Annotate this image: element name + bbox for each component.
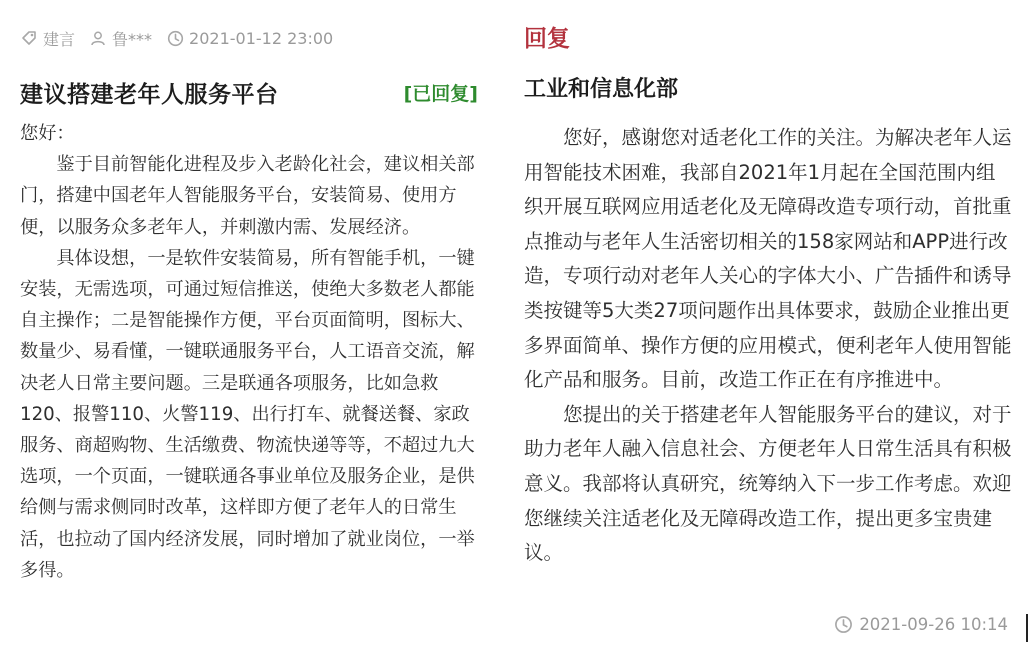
user-icon: [89, 29, 107, 47]
reply-heading: 回复: [524, 26, 570, 52]
reply-paragraph: 您好，感谢您对适老化工作的关注。为解决老年人运用智能技术困难，我部自2021年1月起在全国范围内组织开展互联网应用适老化及无障碍改造专项行动，首批重点推动与老年人生活密切相关的158家网站和APP进行改造，专项行动对老年人关心的字体大小、广告插件和诱导类按键等5大类27项问题作出具体要求，鼓励企业推出更多界面简单、操作方便的应用模式，便利老年人使用智能化产品和服务。目前，改造工作正在有序推进中。: [524, 126, 1012, 392]
question-category[interactable]: 建言: [43, 29, 76, 49]
question-author: 鲁***: [112, 29, 153, 49]
clock-icon: [166, 29, 184, 47]
reply-body: [524, 121, 1014, 571]
question-title: 建议搭建老年人服务平台: [20, 81, 279, 108]
reply-department: 工业和信息化部: [524, 77, 679, 102]
scroll-edge-divider: [1026, 614, 1028, 642]
status-badge: [已回复]: [403, 82, 478, 105]
question-meta: [20, 27, 333, 49]
question-body: [20, 118, 480, 586]
tag-icon: [20, 29, 38, 47]
reply-datetime: 2021-09-26 10:14: [859, 614, 1008, 634]
reply-paragraph: 您提出的关于搭建老年人智能服务平台的建议，对于助力老年人融入信息社会、方便老年人日常生活具有积极意义。我部将认真研究，统筹纳入下一步工作考虑。欢迎您继续关注适老化及无障碍改造工作，提出更多宝贵建议。: [524, 402, 1012, 565]
reply-meta: [833, 612, 1008, 636]
question-greeting: 您好：: [20, 123, 75, 144]
question-paragraph: 具体设想，一是软件安装简易，所有智能手机，一键安装，无需选项，可通过短信推送，使绝大多数老人都能自主操作；二是智能操作方便，平台页面简明，图标大、数量少、易看懂，一键联通服务平台，人工语音交流，解决老人日常主要问题。三是联通各项服务，比如急救120、报警110、火警119、出行打车、就餐送餐、家政服务、商超购物、生活缴费、物流快递等等，不超过九大选项，一个页面，一键联通各事业单位及服务企业，是供给侧与需求侧同时改革，这样即方便了老年人的日常生活，也拉动了国内经济发展，同时增加了就业岗位，一举多得。: [20, 247, 475, 581]
clock-icon: [833, 614, 853, 634]
question-datetime: 2021-01-12 23:00: [189, 28, 334, 48]
question-paragraph: 鉴于目前智能化进程及步入老龄化社会，建议相关部门，搭建中国老年人智能服务平台，安装简易、使用方便，以服务众多老年人，并刺激内需、发展经济。: [20, 154, 475, 238]
question-title-row: [20, 76, 478, 108]
